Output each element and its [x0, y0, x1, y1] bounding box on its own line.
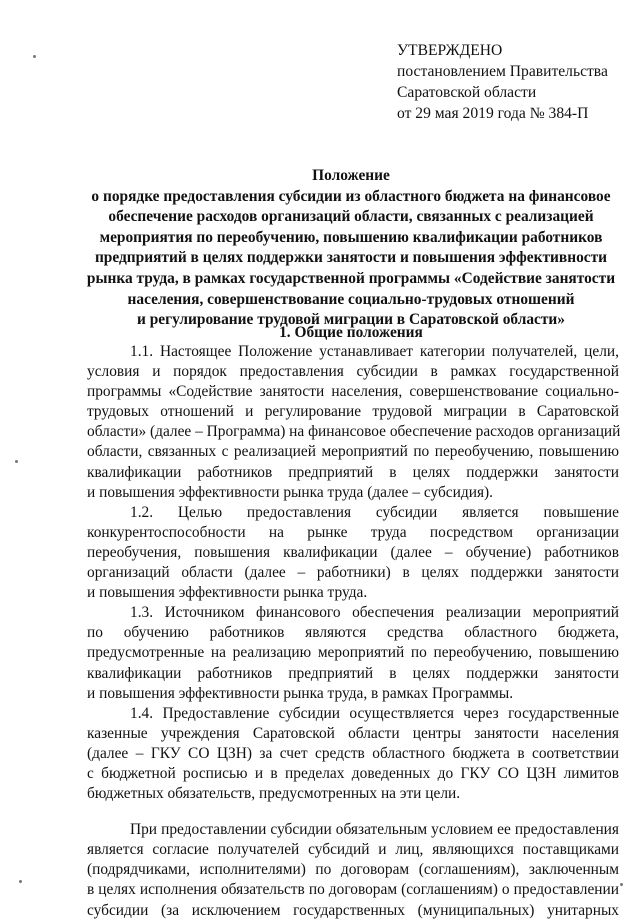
title-line: населения, совершенствование социально-трудовых отношений — [127, 290, 575, 308]
text-line: области, связанных с реализацией мероприятий по переобучению, повышению — [87, 443, 619, 461]
title-line: мероприятия по переобучению, повышению квалификации работников — [99, 228, 603, 246]
text-line: условия и порядок предоставления субсидии в рамках государственной — [87, 363, 619, 381]
title-line: обеспечение расходов организаций области, связанных с реализацией — [108, 208, 594, 226]
text-line: области» (далее – Программа) на финансовое обеспечение расходов организаций — [87, 423, 621, 441]
text-line: с бюджетной росписью и в пределах доведенных до ГКУ СО ЦЗН лимитов — [87, 764, 619, 782]
scan-speck — [19, 880, 22, 883]
approval-line: постановлением Правительства — [397, 63, 608, 80]
text-line: переобучения, повышения квалификации (далее – обучение) работников — [87, 543, 619, 561]
approval-date-line: от 29 мая 2019 года № 384-П — [397, 105, 589, 122]
title-line: рынка труда, в рамках государственной программы «Содействие занятости — [86, 269, 616, 287]
document-title — [86, 166, 616, 331]
text-line: конкурентоспособности на рынке труда посредством организации — [87, 523, 619, 541]
title-line: и регулирование трудовой миграции в Саратовской области» — [137, 311, 565, 329]
paragraph-1-1 — [87, 342, 619, 503]
paragraph-1-2 — [87, 503, 619, 603]
scan-speck — [15, 460, 18, 463]
paragraph-condition — [87, 820, 619, 920]
text-line: и повышения эффективности рынка труда (далее – субсидия). — [87, 483, 493, 501]
approval-stamp — [397, 40, 627, 124]
text-line: предусмотренные на реализацию мероприятий по переобучению, повышению — [87, 644, 619, 662]
approval-line: Саратовской области — [397, 84, 537, 101]
text-line: программы «Содействие занятости населения, совершенствование социально- — [87, 383, 619, 401]
text-line: бюджетных обязательств, предусмотренных на эти цели. — [87, 785, 461, 803]
paragraph-1-3 — [87, 603, 619, 703]
text-line: субсидии (за исключением государственных (муниципальных) унитарных — [87, 901, 619, 919]
text-line: 1.4. Предоставление субсидии осуществляется через государственные — [130, 704, 619, 722]
text-line: (далее – ГКУ СО ЦЗН) за счет средств областного бюджета в соответствии — [87, 744, 619, 762]
paragraph-1-4 — [87, 704, 619, 804]
text-line: (подрядчиками, исполнителями) по договорам (соглашениям), заключенным — [87, 861, 619, 879]
text-line: трудовых отношений и регулирование трудовой миграции в Саратовской — [87, 403, 619, 421]
document-body — [87, 342, 619, 921]
scan-speck — [33, 55, 36, 58]
text-line: 1.1. Настоящее Положение устанавливает категории получателей, цели, — [130, 343, 619, 360]
text-line: 1.3. Источником финансового обеспечения реализации мероприятий — [130, 604, 619, 622]
approval-heading: УТВЕРЖДЕНО — [397, 42, 503, 59]
text-line: квалификации работников предприятий в целях поддержки занятости — [87, 664, 619, 682]
section-heading: 1. Общие положения — [279, 324, 423, 341]
title-line: предприятий в целях поддержки занятости и повышения эффективности — [94, 249, 608, 267]
text-line: При предоставлении субсидии обязательным условием ее предоставления — [130, 821, 619, 839]
text-line: и повышения эффективности рынка труда. — [87, 584, 368, 602]
text-line: по обучению работников являются средства областного бюджета, — [87, 624, 619, 642]
title-line: Положение — [312, 167, 390, 184]
text-line: 1.2. Целью предоставления субсидии является повышение — [130, 503, 619, 521]
text-line: квалификации работников предприятий в целях поддержки занятости — [87, 463, 619, 481]
scan-speck — [620, 883, 623, 886]
text-line: и повышения эффективности рынка труда, в рамках Программы. — [87, 684, 514, 702]
text-line: организаций области (далее – работники) в целях поддержки занятости — [87, 564, 619, 582]
title-line: о порядке предоставления субсидии из областного бюджета на финансовое — [91, 187, 611, 205]
text-line: казенные учреждения Саратовской области центры занятости населения — [87, 724, 619, 742]
text-line: в целях исполнения обязательств по договорам (соглашениям) о предоставлении — [87, 881, 619, 899]
text-line: является согласие получателей субсидий и лиц, являющихся поставщиками — [87, 841, 619, 859]
